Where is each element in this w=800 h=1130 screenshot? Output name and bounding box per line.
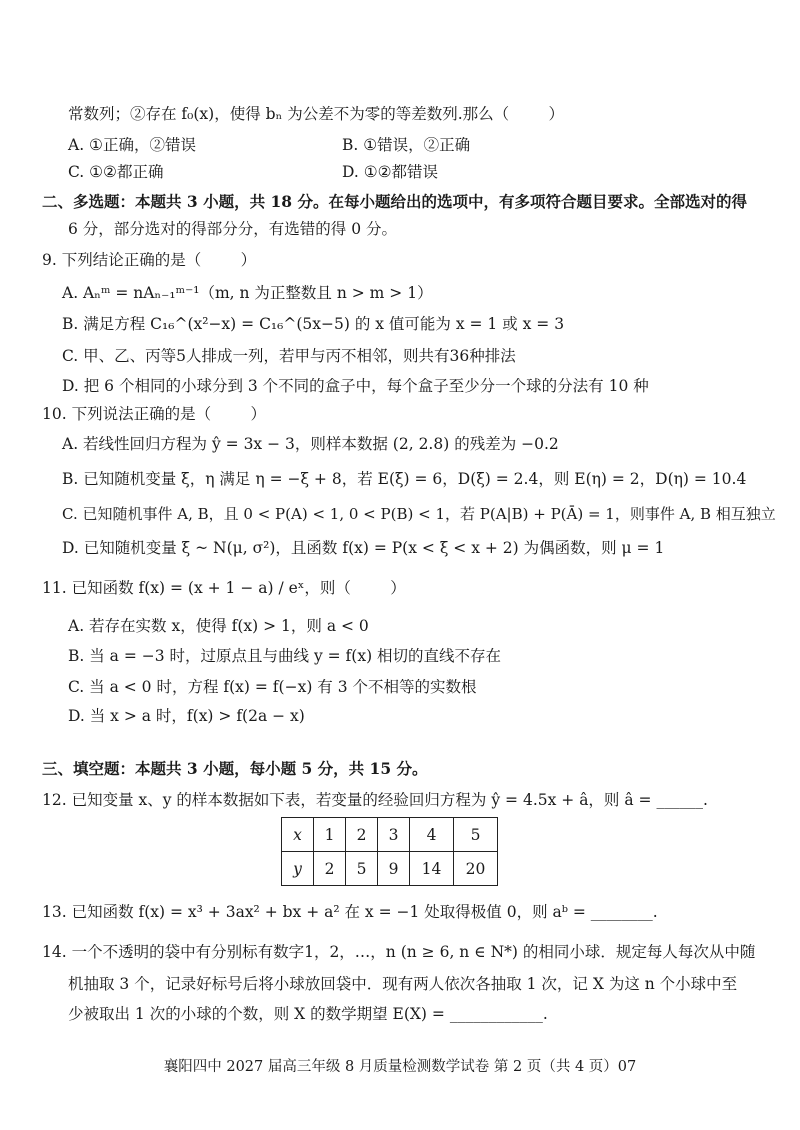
page-footer: 襄阳四中 2027 届高三年级 8 月质量检测数学试卷 第 2 页（共 4 页）07 [163, 1059, 637, 1075]
q11-option-c: C. 当 a < 0 时，方程 f(x) = f(−x) 有 3 个不相等的实数根 [68, 678, 477, 696]
q10-option-b: B. 已知随机变量 ξ，η 满足 η = −ξ + 8，若 E(ξ) = 6，D(ξ) = 2.4，则 E(η) = 2，D(η) = 10.4 [62, 470, 747, 488]
q8-option-d: D. ①②都错误 [342, 163, 439, 181]
q13-stem: 13. 已知函数 f(x) = x³ + 3ax² + bx + a² 在 x = −1 处取得极值 0，则 aᵇ = ________. [42, 903, 658, 921]
table-cell: 9 [378, 852, 410, 886]
q9-stem: 9. 下列结论正确的是（ ） [42, 251, 257, 269]
q12-stem: 12. 已知变量 x、y 的样本数据如下表，若变量的经验回归方程为 ŷ = 4.5x + â，则 â = ______. [42, 791, 708, 809]
q11-option-a: A. 若存在实数 x，使得 f(x) > 1，则 a < 0 [68, 617, 369, 635]
q14-line-2: 机抽取 3 个，记录好标号后将小球放回袋中．现有两人依次各抽取 1 次，记 X 为这 n 个小球中至 [68, 975, 738, 993]
table-cell: 1 [314, 818, 346, 852]
q8-continuation: 常数列；②存在 f₀(x)，使得 bₙ 为公差不为零的等差数列.那么（ ） [68, 105, 565, 123]
q12-data-table [281, 817, 498, 886]
q8-option-b: B. ①错误，②正确 [342, 136, 471, 154]
table-cell: 5 [346, 852, 378, 886]
q8-option-c: C. ①②都正确 [68, 163, 164, 181]
table-cell: y [282, 852, 314, 886]
q11-option-b: B. 当 a = −3 时，过原点且与曲线 y = f(x) 相切的直线不存在 [68, 647, 502, 665]
table-cell: 2 [314, 852, 346, 886]
table-row-y [282, 852, 498, 886]
q11-stem: 11. 已知函数 f(x) = (x + 1 − a) / eˣ，则（ ） [42, 579, 406, 597]
table-cell: x [282, 818, 314, 852]
table-cell: 5 [454, 818, 498, 852]
q10-stem: 10. 下列说法正确的是（ ） [42, 405, 266, 423]
q11-option-d: D. 当 x > a 时，f(x) > f(2a − x) [68, 707, 305, 725]
q9-option-a: A. Aₙᵐ = nAₙ₋₁ᵐ⁻¹（m, n 为正整数且 n > m > 1） [62, 284, 433, 302]
q9-option-c: C. 甲、乙、丙等5人排成一列，若甲与丙不相邻，则共有36种排法 [62, 347, 516, 365]
q9-option-d: D. 把 6 个相同的小球分到 3 个不同的盒子中，每个盒子至少分一个球的分法有 10 种 [62, 377, 649, 395]
q9-option-b: B. 满足方程 C₁₆^(x²−x) = C₁₆^(5x−5) 的 x 值可能为 x = 1 或 x = 3 [62, 315, 565, 333]
q14-line-1: 14. 一个不透明的袋中有分别标有数字1，2，…，n (n ≥ 6, n ∈ N*) 的相同小球．规定每人每次从中随 [42, 943, 756, 961]
section-2-heading: 二、多选题：本题共 3 小题，共 18 分。在每小题给出的选项中，有多项符合题目要求。全部选对的得 [42, 192, 747, 211]
q10-option-c: C. 已知随机事件 A, B，且 0 < P(A) < 1, 0 < P(B) < 1，若 P(A|B) + P(Ā) = 1，则事件 A, B 相互独立 [62, 505, 776, 523]
section-2-heading-cont: 6 分，部分选对的得部分分，有选错的得 0 分。 [68, 220, 398, 238]
q8-option-a: A. ①正确，②错误 [68, 136, 196, 154]
table-cell: 20 [454, 852, 498, 886]
q10-option-d: D. 已知随机变量 ξ ~ N(μ, σ²)，且函数 f(x) = P(x < ξ < x + 2) 为偶函数，则 μ = 1 [62, 539, 665, 557]
section-3-heading: 三、填空题：本题共 3 小题，每小题 5 分，共 15 分。 [42, 759, 428, 778]
table-cell: 3 [378, 818, 410, 852]
table-cell: 2 [346, 818, 378, 852]
table-cell: 4 [410, 818, 454, 852]
q14-line-3: 少被取出 1 次的小球的个数，则 X 的数学期望 E(X) = ____________. [68, 1005, 548, 1023]
table-cell: 14 [410, 852, 454, 886]
q10-option-a: A. 若线性回归方程为 ŷ = 3x − 3，则样本数据 (2, 2.8) 的残差为 −0.2 [62, 435, 559, 453]
table-row-x [282, 818, 498, 852]
